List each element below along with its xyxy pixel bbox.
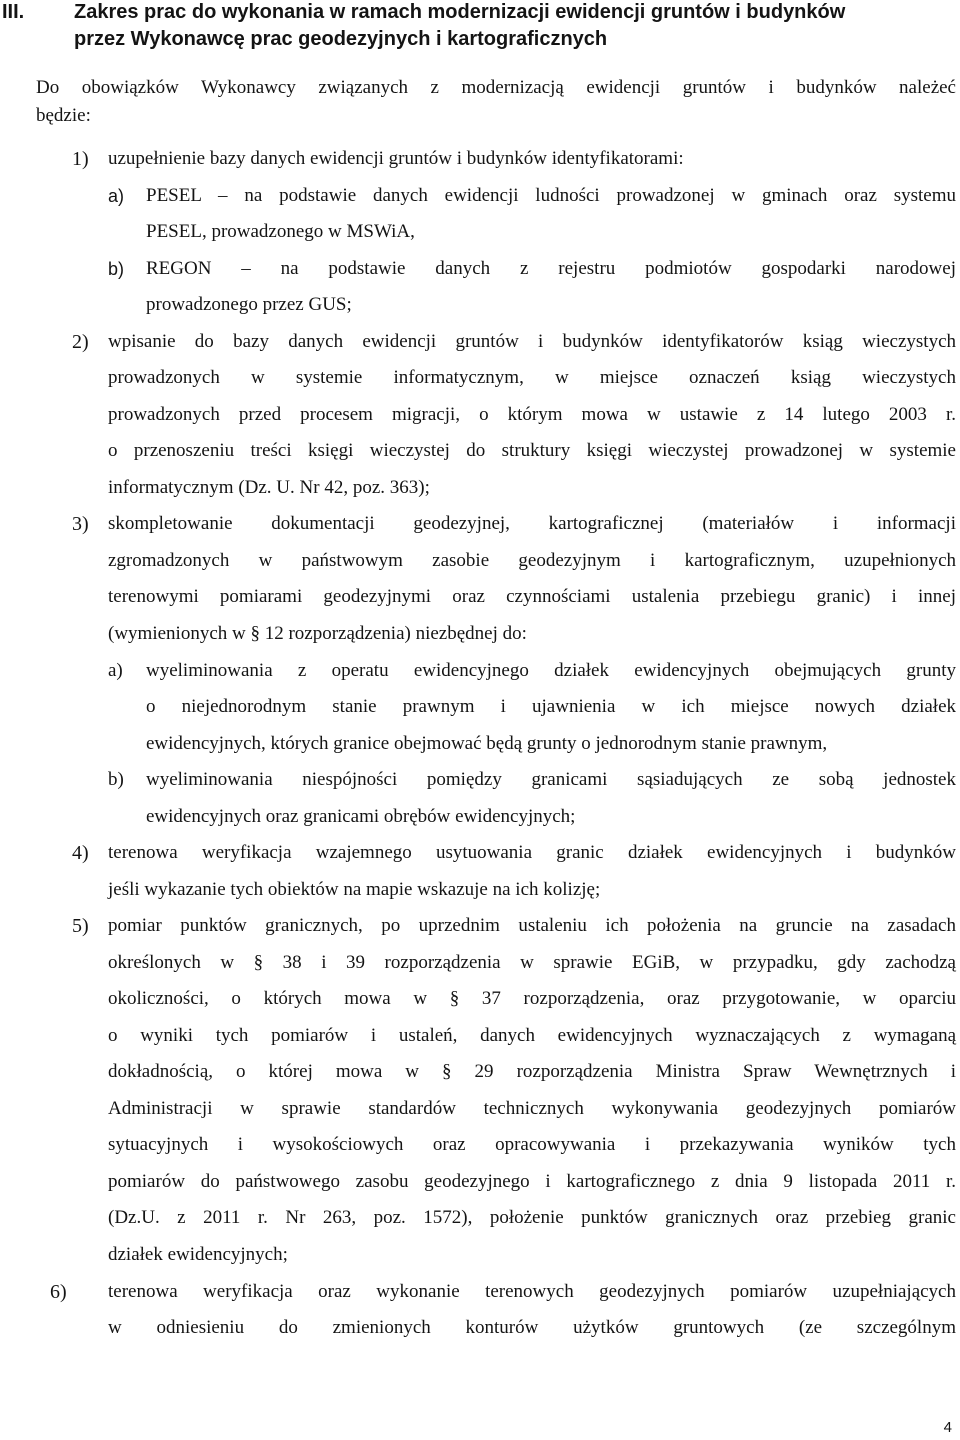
list-item-number: 3) xyxy=(72,513,89,535)
sublist-item-text: REGON – na podstawie danych z rejestru podmiotów gospodarki narodowej xyxy=(146,258,956,279)
list-item-number: 4) xyxy=(72,842,89,864)
sublist-item-text: o niejednorodnym stanie prawnym i ujawnienia w ich miejsce nowych działek xyxy=(146,696,956,717)
list-item-text: uzupełnienie bazy danych ewidencji gruntów i budynków identyfikatorami: xyxy=(108,148,684,169)
list-item-text: działek ewidencyjnych; xyxy=(108,1244,288,1265)
sublist-item-text: ewidencyjnych, których granice obejmować będą grunty o jednorodnym stanie prawnym, xyxy=(146,733,828,754)
list-item-number: 1) xyxy=(72,148,89,170)
list-item-text: informatycznym (Dz. U. Nr 42, poz. 363); xyxy=(108,477,430,498)
section-number: III. xyxy=(2,1,25,23)
list-item-text: określonych w § 38 i 39 rozporządzenia w sprawie EGiB, w przypadku, gdy zachodzą xyxy=(108,952,956,973)
list-item-number: 6) xyxy=(50,1281,67,1303)
sublist-item-text: PESEL – na podstawie danych ewidencji ludności prowadzonej w gminach oraz systemu xyxy=(146,185,956,206)
list-item-text: o wyniki tych pomiarów i ustaleń, danych ewidencyjnych wyznaczających z wymaganą xyxy=(108,1025,956,1046)
sublist-item-letter: b) xyxy=(108,259,125,279)
list-item-text: terenowymi pomiarami geodezyjnymi oraz czynnościami ustalenia przebiegu granic) i innej xyxy=(108,586,956,607)
sublist-item-letter: a) xyxy=(108,660,123,681)
list-item-text: zgromadzonych w państwowym zasobie geodezyjnym i kartograficznym, uzupełnionych xyxy=(108,550,956,571)
list-item-text: sytuacyjnych i wysokościowych oraz opracowywania i przekazywania wyników tych xyxy=(108,1134,956,1155)
list-item-text: prowadzonych w systemie informatycznym, w miejsce oznaczeń ksiąg wieczystych xyxy=(108,367,956,388)
list-item-text: skompletowanie dokumentacji geodezyjnej, kartograficznej (materiałów i informacji xyxy=(108,513,956,534)
sublist-item-text: ewidencyjnych oraz granicami obrębów ewidencyjnych; xyxy=(146,806,576,827)
section-title-line-1: Zakres prac do wykonania w ramach modernizacji ewidencji gruntów i budynków xyxy=(74,1,846,23)
sublist-item-text: PESEL, prowadzonego w MSWiA, xyxy=(146,221,415,242)
sublist-item-text: wyeliminowania niespójności pomiędzy granicami sąsiadujących ze sobą jednostek xyxy=(146,769,956,790)
list-item-text: dokładnością, o której mowa w § 29 rozporządzenia Ministra Spraw Wewnętrznych i xyxy=(108,1061,956,1082)
list-item-text: (wymienionych w § 12 rozporządzenia) niezbędnej do: xyxy=(108,623,527,644)
sublist-item-text: wyeliminowania z operatu ewidencyjnego działek ewidencyjnych obejmujących grunty xyxy=(146,660,956,681)
list-item-text: jeśli wykazanie tych obiektów na mapie wskazuje na ich kolizję; xyxy=(108,879,601,900)
list-item-text: terenowa weryfikacja oraz wykonanie terenowych geodezyjnych pomiarów uzupełniających xyxy=(108,1281,956,1302)
sublist-item-letter: b) xyxy=(108,769,124,790)
page-number: 4 xyxy=(943,1419,952,1436)
list-item-text: (Dz.U. z 2011 r. Nr 263, poz. 1572), położenie punktów granicznych oraz przebieg granic xyxy=(108,1207,956,1228)
list-item-text: okoliczności, o których mowa w § 37 rozporządzenia, oraz przygotowanie, w oparciu xyxy=(108,988,956,1009)
list-item-text: pomiar punktów granicznych, po uprzednim ustaleniu ich położenia na gruncie na zasadach xyxy=(108,915,956,936)
sublist-item-letter: a) xyxy=(108,186,125,206)
intro-line-1: Do obowiązków Wykonawcy związanych z modernizacją ewidencji gruntów i budynków należeć xyxy=(36,77,956,98)
list-item-text: Administracji w sprawie standardów technicznych wykonywania geodezyjnych pomiarów xyxy=(108,1098,956,1119)
sublist-item-text: prowadzonego przez GUS; xyxy=(146,294,352,315)
list-item-text: pomiarów do państwowego zasobu geodezyjnego i kartograficznego z dnia 9 listopada 2011 r. xyxy=(108,1171,956,1192)
list-item-text: terenowa weryfikacja wzajemnego usytuowania granic działek ewidencyjnych i budynków xyxy=(108,842,956,863)
section-title-line-2: przez Wykonawcę prac geodezyjnych i kartograficznych xyxy=(74,28,608,50)
list-item-number: 2) xyxy=(72,331,89,353)
list-item-text: wpisanie do bazy danych ewidencji gruntów i budynków identyfikatorów ksiąg wieczystych xyxy=(108,331,956,352)
list-item-number: 5) xyxy=(72,915,89,937)
intro-line-2: będzie: xyxy=(36,105,91,126)
list-item-text: w odniesieniu do zmienionych konturów użytków gruntowych (ze szczególnym xyxy=(108,1317,956,1338)
list-item-text: o przenoszeniu treści księgi wieczystej do struktury księgi wieczystej prowadzonej w systemie xyxy=(108,440,956,461)
list-item-text: prowadzonych przed procesem migracji, o którym mowa w ustawie z 14 lutego 2003 r. xyxy=(108,404,956,425)
